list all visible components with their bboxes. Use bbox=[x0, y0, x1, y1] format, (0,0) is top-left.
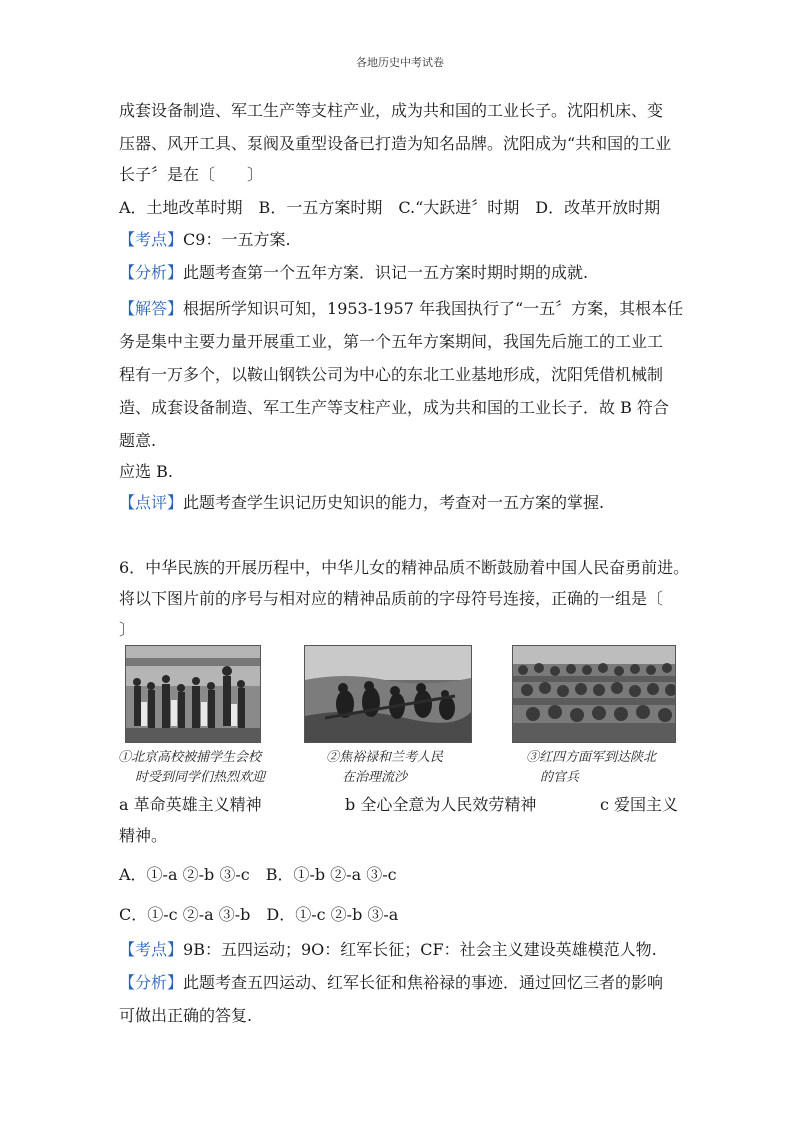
photo-students-welcomed bbox=[125, 645, 261, 743]
q6-options-2: C．①-c ②-a ③-b D．①-c ②-b ③-a bbox=[119, 905, 399, 924]
photo-3-caption-2: 的官兵 bbox=[540, 770, 580, 785]
q5-stem-line-2: 压器、风开工具、泵阀及重型设备已打造为知名品牌。沈阳成为“共和国的工业 bbox=[119, 134, 672, 153]
spirit-c: c 爱国主义 bbox=[600, 795, 679, 814]
q5-stem-line-3: 长子〞是在〔 〕 bbox=[119, 165, 264, 184]
fenxi-text: 此题考查第一个五年方案．识记一五方案时期时期的成就. bbox=[183, 263, 589, 282]
photo-2-caption-2: 在治理流沙 bbox=[342, 770, 408, 785]
q5-answer: 应选 B. bbox=[119, 462, 173, 481]
q6-stem-line-2: 将以下图片前的序号与相对应的精神品质前的字母符号连接，正确的一组是〔 bbox=[119, 589, 664, 608]
dianping-tag: 【点评】 bbox=[119, 493, 184, 512]
jieda-tag: 【解答】 bbox=[119, 299, 184, 318]
q5-jieda-line-4: 造、成套设备制造、军工生产等支柱产业，成为共和国的工业长子．故 B 符合 bbox=[119, 398, 669, 417]
q5-jieda-line-5: 题意. bbox=[119, 431, 157, 450]
kaodian-tag-2: 【考点】 bbox=[119, 940, 184, 959]
q6-options-1: A．①-a ②-b ③-c B．①-b ②-a ③-c bbox=[119, 865, 397, 884]
photo-3-caption-1: ③红四方面军到达陕北 bbox=[526, 750, 657, 765]
photo-jiao-yulu-sand-control bbox=[304, 645, 472, 743]
photo-1-caption-1: ①北京高校被捕学生会校 bbox=[118, 750, 262, 765]
fenxi-tag: 【分析】 bbox=[119, 263, 184, 282]
kaodian-tag: 【考点】 bbox=[119, 230, 184, 249]
q5-jieda bbox=[119, 298, 683, 320]
fenxi-tag-2: 【分析】 bbox=[119, 973, 184, 992]
photo-1-caption-2: 时受到同学们热烈欢迎 bbox=[135, 770, 266, 785]
spirit-a: a 革命英雄主义精神 bbox=[119, 795, 262, 814]
q5-options: A．土地改革时期 B．一五方案时期 C.“大跃进〞时期 D．改革开放时期 bbox=[119, 198, 661, 217]
q6-fenxi bbox=[119, 972, 663, 994]
q5-dianping bbox=[119, 492, 604, 514]
spirit-c-cont: 精神。 bbox=[119, 826, 168, 845]
kaodian-text: C9：一五方案. bbox=[183, 230, 291, 249]
photo-2-caption-1: ②焦裕禄和兰考人民 bbox=[326, 750, 444, 765]
q5-kaodian bbox=[119, 229, 291, 251]
photo-red-army-soldiers bbox=[512, 645, 676, 743]
spirit-b: b 全心全意为人民效劳精神 bbox=[345, 795, 537, 814]
q5-fenxi bbox=[119, 262, 588, 284]
page-header: 各地历史中考试卷 bbox=[356, 56, 444, 69]
q5-stem-line-1: 成套设备制造、军工生产等支柱产业，成为共和国的工业长子。沈阳机床、变 bbox=[119, 101, 664, 120]
kaodian-text-2: 9B：五四运动；9O：红军长征；CF：社会主义建设英雄模范人物. bbox=[183, 940, 657, 959]
q6-stem-line-1: 6．中华民族的开展历程中，中华儿女的精神品质不断鼓励着中国人民奋勇前进。 bbox=[119, 558, 690, 577]
q6-stem-line-3: 〕 bbox=[119, 620, 136, 639]
q5-jieda-line-2: 务是集中主要力量开展重工业，第一个五年方案期间，我国先后施工的工业工 bbox=[119, 332, 664, 351]
q5-jieda-line-3: 程有一万多个，以鞍山钢铁公司为中心的东北工业基地形成，沈阳凭借机械制 bbox=[119, 365, 664, 384]
q6-fenxi-line-2: 可做出正确的答复. bbox=[119, 1006, 253, 1025]
jieda-text-1: 根据所学知识可知，1953-1957 年我国执行了“一五〞方案，其根本任 bbox=[183, 299, 684, 318]
q6-kaodian bbox=[119, 939, 657, 961]
fenxi-text-2: 此题考查五四运动、红军长征和焦裕禄的事迹．通过回忆三者的影响 bbox=[183, 973, 664, 992]
dianping-text: 此题考查学生识记历史知识的能力，考查对一五方案的掌握. bbox=[183, 493, 605, 512]
